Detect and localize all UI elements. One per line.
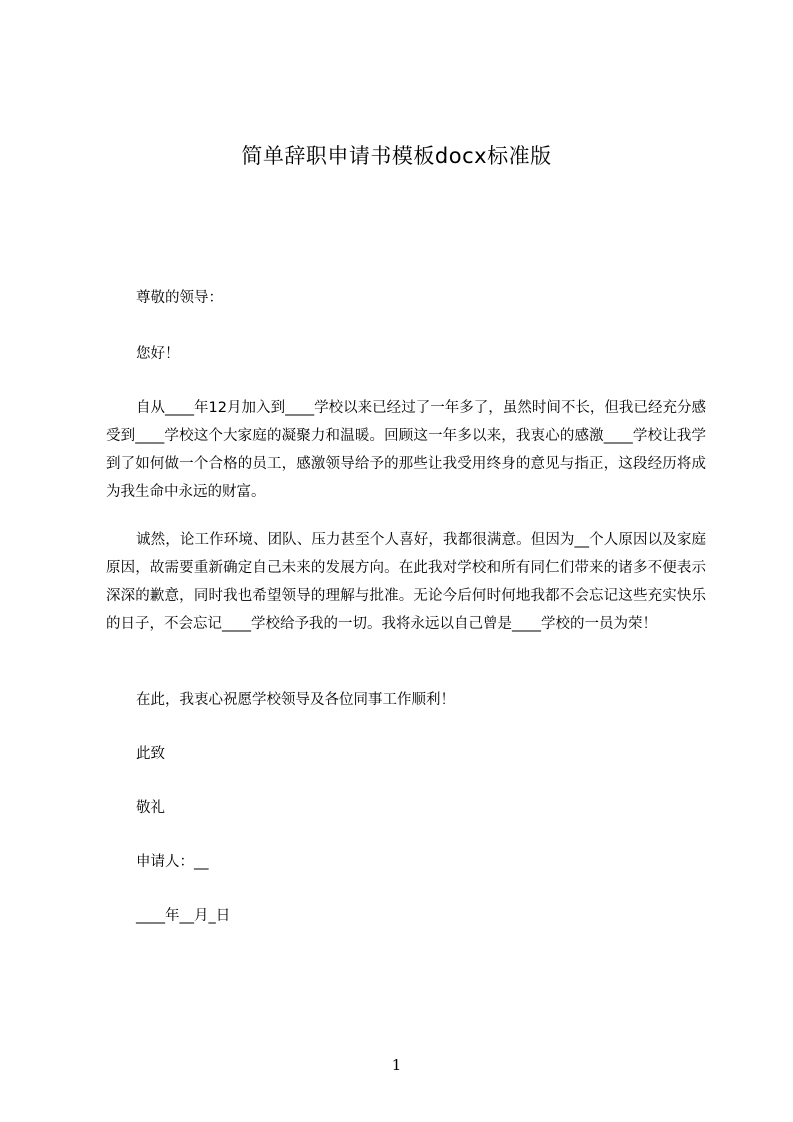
body-paragraph-1: 自从____年12月加入到____学校以来已经过了一年多了，虽然时间不长，但我已经充分感受到____学校这个大家庭的凝聚力和温暖。回顾这一年多以来，我衷心的感激____学校让我学到了如何做一个合格的员工，感激领导给予的那些让我受用终身的意见与指正，这段经历将成为我生命中永远的财富。: [106, 400, 706, 500]
closing-line-2: 敬礼: [136, 800, 165, 816]
page-number: 1: [391, 1056, 402, 1074]
salutation: 尊敬的领导：: [136, 290, 223, 306]
wishes-line: 在此，我衷心祝愿学校领导及各位同事工作顺利！: [136, 692, 455, 708]
body-paragraph-2: 诚然，论工作环境、团队、压力甚至个人喜好，我都很满意。但因为__个人原因以及家庭原因，故需要重新确定自己未来的发展方向。在此我对学校和所有同仁们带来的诸多不便表示深深的歉意，同时我也希望领导的理解与批准。无论今后何时何地我都不会忘记这些充实快乐的日子，不会忘记____学校给予我的一切。我将永远以自己曾是____学校的一员为荣！: [106, 532, 706, 632]
closing-line-1: 此致: [136, 746, 165, 762]
date-line: ____年__月_日: [136, 908, 231, 924]
greeting: 您好！: [136, 346, 180, 362]
document-title: 简单辞职申请书模板docx标准版: [241, 144, 552, 168]
applicant-line: 申请人：__: [136, 854, 209, 870]
